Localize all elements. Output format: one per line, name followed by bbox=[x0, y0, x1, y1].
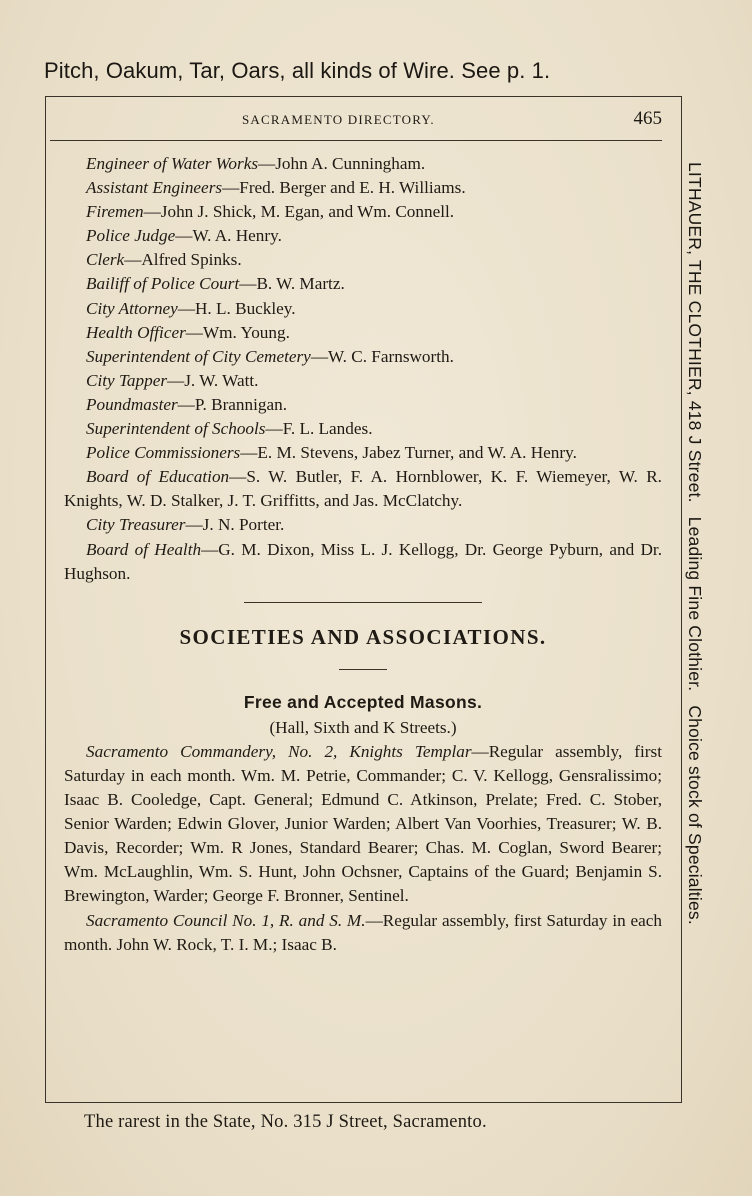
names: —G. M. Dixon, Miss L. J. Kellogg, Dr. George Pyburn, and Dr. Hughson. bbox=[64, 539, 662, 583]
official-entry bbox=[64, 248, 662, 272]
official-entry bbox=[64, 369, 662, 393]
role: Police Commissioners bbox=[86, 443, 241, 463]
section-title: SOCIETIES AND ASSOCIATIONS. bbox=[179, 624, 547, 649]
side-ad-part-3: Choice stock of Specialties. bbox=[685, 705, 705, 925]
subsection-note: (Hall, Sixth and K Streets.) bbox=[269, 717, 457, 737]
names: —W. A. Henry. bbox=[175, 226, 282, 246]
names: —John J. Shick, M. Egan, and Wm. Connell. bbox=[143, 202, 455, 222]
running-title: SACRAMENTO DIRECTORY. bbox=[242, 112, 435, 127]
official-entry bbox=[64, 441, 662, 465]
society-details: —Regular assembly, first Saturday in each month. John W. Rock, T. I. M.; Isaac B. bbox=[64, 910, 663, 954]
names: —Wm. Young. bbox=[185, 322, 290, 342]
official-entry bbox=[64, 321, 662, 345]
top-advertisement: Pitch, Oakum, Tar, Oars, all kinds of Wire. See p. 1. bbox=[44, 58, 551, 83]
names: —H. L. Buckley. bbox=[177, 298, 296, 318]
official-entry bbox=[64, 200, 662, 224]
society-name: Sacramento Commandery, No. 2, Knights Templar bbox=[86, 741, 472, 761]
society-entry bbox=[64, 909, 662, 957]
names: —Fred. Berger and E. H. Williams. bbox=[222, 178, 466, 198]
official-entry bbox=[64, 272, 662, 296]
names: —B. W. Martz. bbox=[239, 274, 345, 294]
side-ad-part-1: LITHAUER, THE CLOTHIER, 418 J Street. bbox=[685, 162, 705, 503]
role: Clerk bbox=[86, 250, 125, 270]
official-entry bbox=[64, 538, 662, 586]
names: —J. N. Porter. bbox=[185, 515, 285, 535]
role: Firemen bbox=[86, 202, 144, 222]
page-body bbox=[64, 152, 662, 957]
role: Board of Health bbox=[86, 539, 202, 559]
bottom-advertisement: The rarest in the State, No. 315 J Street, Sacramento. bbox=[84, 1112, 487, 1132]
role: City Treasurer bbox=[86, 515, 186, 535]
role: Engineer of Water Works bbox=[86, 154, 259, 173]
names: —J. W. Watt. bbox=[167, 370, 259, 390]
official-entry bbox=[64, 176, 662, 200]
names: —W. C. Farnsworth. bbox=[310, 346, 454, 366]
role: Police Judge bbox=[86, 226, 176, 246]
role: Bailiff of Police Court bbox=[86, 274, 240, 294]
official-entry bbox=[64, 417, 662, 441]
running-head bbox=[62, 108, 662, 134]
side-ad-part-2: Leading Fine Clothier. bbox=[685, 516, 705, 692]
names: —Alfred Spinks. bbox=[124, 250, 242, 270]
society-entry bbox=[64, 740, 662, 909]
official-entry bbox=[64, 345, 662, 369]
page-number: 465 bbox=[633, 108, 662, 129]
role: City Tapper bbox=[86, 370, 168, 390]
society-details: —Regular assembly, first Saturday in each month. Wm. M. Petrie, Commander; C. V. Kellogg, Gensralissimo; Isaac B. Cooledge, Capt. General; Edmund C. Atkinson, Prelate; Fred. C. Stober, Senior Warden; Edwin Glover, Junior Warden; Albert Van Voorhies, Treasurer; W. B. Davis, Recorder; Wm. R Jones, Standard Bearer; Chas. M. Coglan, Sword Bearer; Wm. McLaughlin, Wm. S. Hunt, John Ochsner, Captains of the Guard; Benjamin S. Brewington, Warder; George F. Bronner, Sentinel. bbox=[64, 741, 662, 906]
names: —S. W. Butler, F. A. Hornblower, K. F. Wiemeyer, W. R. Knights, W. D. Stalker, J. T. Griffitts, and Jas. McClatchy. bbox=[64, 467, 662, 511]
official-entry bbox=[64, 513, 662, 537]
header-rule bbox=[50, 140, 662, 141]
title-divider bbox=[339, 669, 387, 670]
role: Superintendent of City Cemetery bbox=[86, 346, 311, 366]
names: —E. M. Stevens, Jabez Turner, and W. A. Henry. bbox=[240, 443, 577, 463]
role: City Attorney bbox=[86, 298, 178, 318]
side-advertisement-text bbox=[684, 162, 705, 925]
official-entry bbox=[64, 224, 662, 248]
names: —P. Brannigan. bbox=[177, 394, 287, 414]
official-entry bbox=[64, 152, 662, 176]
role: Assistant Engineers bbox=[86, 178, 223, 198]
section-divider bbox=[244, 602, 482, 603]
role: Board of Education bbox=[86, 467, 230, 487]
role: Poundmaster bbox=[86, 394, 178, 414]
subsection-title: Free and Accepted Masons. bbox=[243, 691, 483, 712]
names: —F. L. Landes. bbox=[265, 419, 373, 439]
official-entry bbox=[64, 465, 662, 513]
role: Health Officer bbox=[86, 322, 186, 342]
official-entry bbox=[64, 393, 662, 417]
side-advertisement bbox=[683, 162, 707, 1022]
names: —John A. Cunningham. bbox=[258, 154, 426, 173]
official-entry bbox=[64, 297, 662, 321]
role: Superintendent of Schools bbox=[86, 419, 266, 439]
society-name: Sacramento Council No. 1, R. and S. M. bbox=[86, 910, 366, 930]
